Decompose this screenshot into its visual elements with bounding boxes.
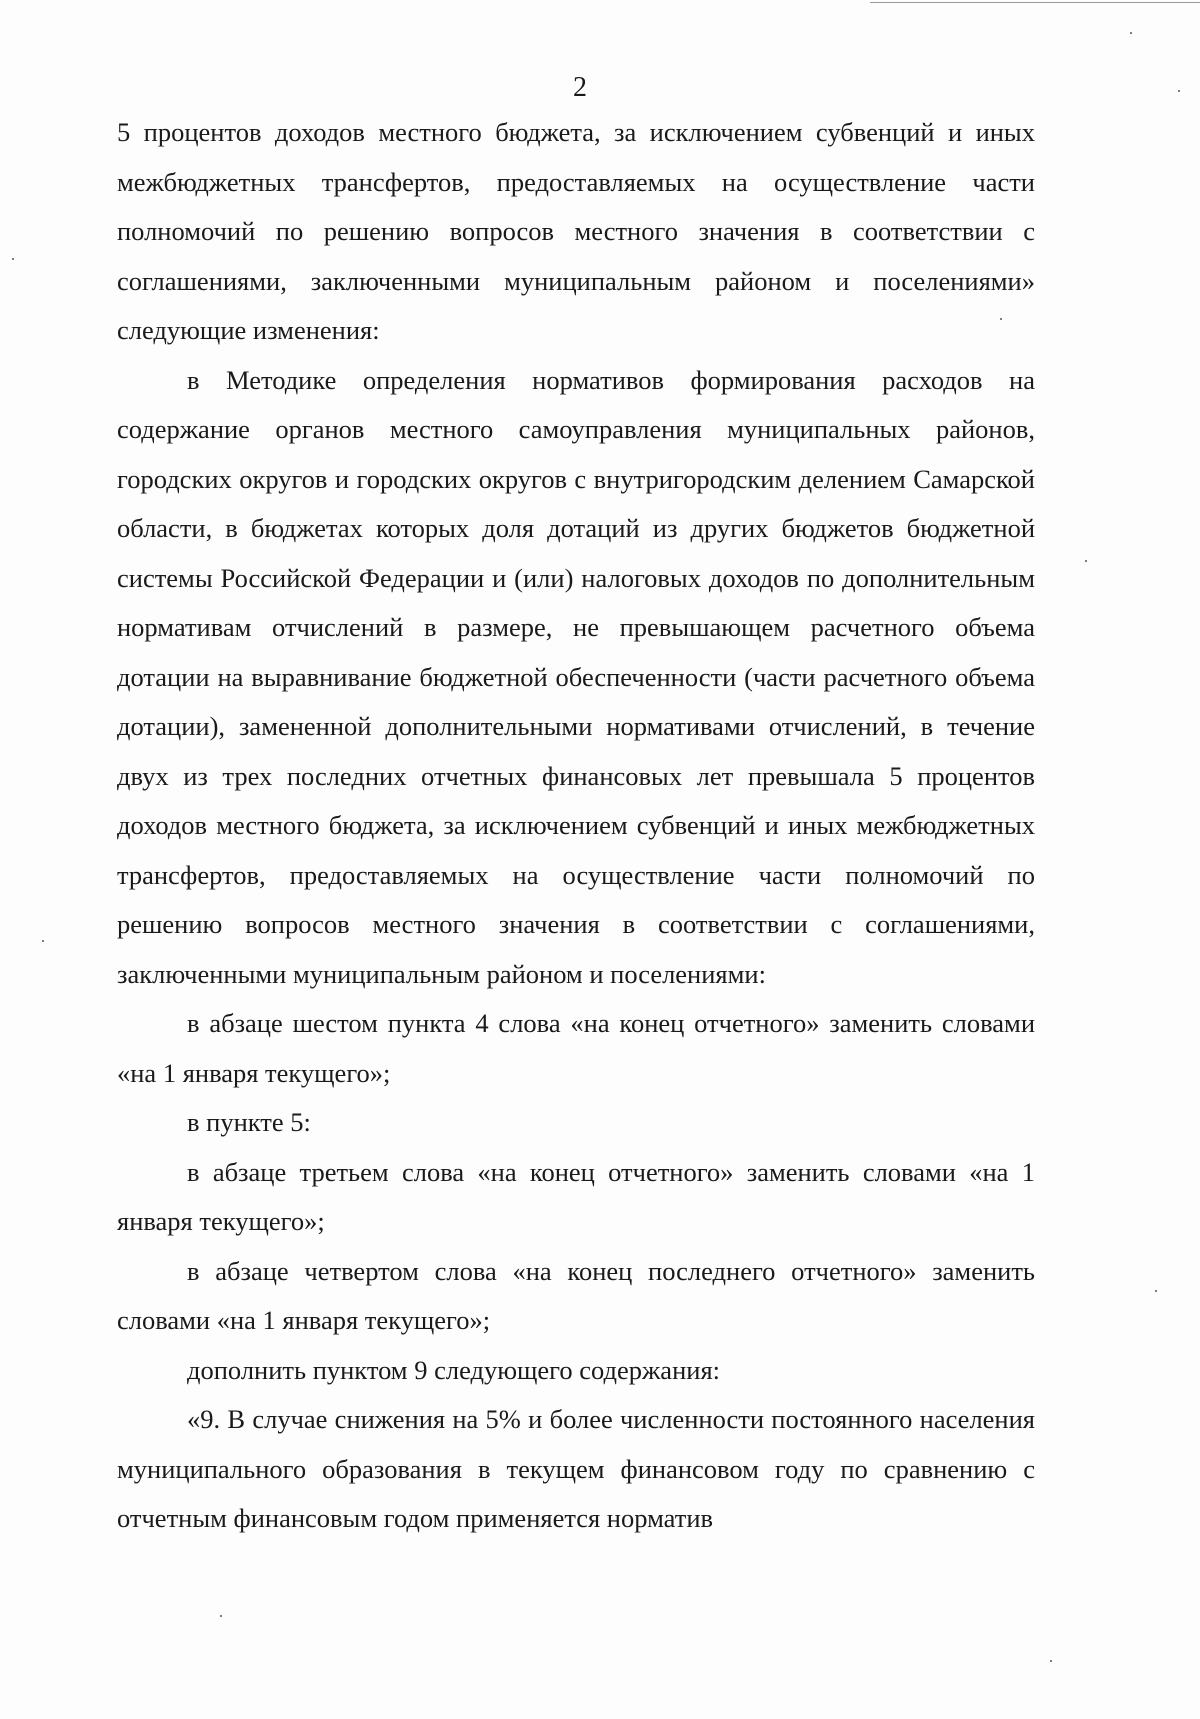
paragraph-continuation: 5 процентов доходов местного бюджета, за исключением субвенций и иных межбюджетных трансфертов, предоставляемых на осуществление части полномочий по решению вопросов местного значения в соответствии с соглашениями, заключенными муниципальным районом и поселениями» следующие изменения: [117,117,1035,345]
paragraph-item-5-fourth: в абзаце четвертом слова «на конец последнего отчетного» заменить словами «на 1 января текущего»; [117,1255,1035,1335]
paragraph-item-5: в пункте 5: [187,1107,311,1137]
scan-speck [1000,318,1002,320]
paragraph-item-5-third: в абзаце третьем слова «на конец отчетного» заменить словами «на 1 января текущего»; [117,1156,1035,1236]
paragraph-item-9-text: «9. В случае снижения на 5% и более численности постоянного населения муниципального образования в текущем финансовом году по сравнению с отчетным финансовым годом применяется норматив [117,1404,1035,1533]
paragraph-methodology: в Методике определения нормативов формирования расходов на содержание органов местного самоуправления муниципальных районов, городских округов и городских округов с внутригородским делением Самарской области, в бюджетах которых доля дотаций из других бюджетов бюджетной системы Российской Федерации и (или) налоговых доходов по дополнительным нормативам отчислений в размере, не превышающем расчетного объема дотации на выравнивание бюджетной обеспеченности (части расчетного объема дотации), замененной дополнительными нормативами отчислений, в течение двух из трех последних отчетных финансовых лет превышала 5 процентов доходов местного бюджета, за исключением субвенций и иных межбюджетных трансфертов, предоставляемых на осуществление части полномочий по решению вопросов местного значения в соответствии с соглашениями, заключенными муниципальным районом и поселениями: [117,364,1035,989]
paragraph-add-item-9: дополнить пунктом 9 следующего содержания: [187,1354,720,1385]
paragraph-item-4: в абзаце шестом пункта 4 слова «на конец отчетного» заменить словами «на 1 января текущего»; [117,1008,1035,1088]
scan-speck [1050,1660,1052,1662]
document-body [117,108,1035,1544]
page-number: 2 [573,72,587,103]
scan-speck [1155,1290,1157,1292]
scan-edge-line [870,2,1200,3]
scan-speck [42,940,44,942]
scan-speck [1178,90,1180,92]
scan-speck [220,1615,222,1617]
scan-speck [12,258,14,260]
scan-speck [1130,32,1132,34]
scan-speck [1085,560,1087,562]
